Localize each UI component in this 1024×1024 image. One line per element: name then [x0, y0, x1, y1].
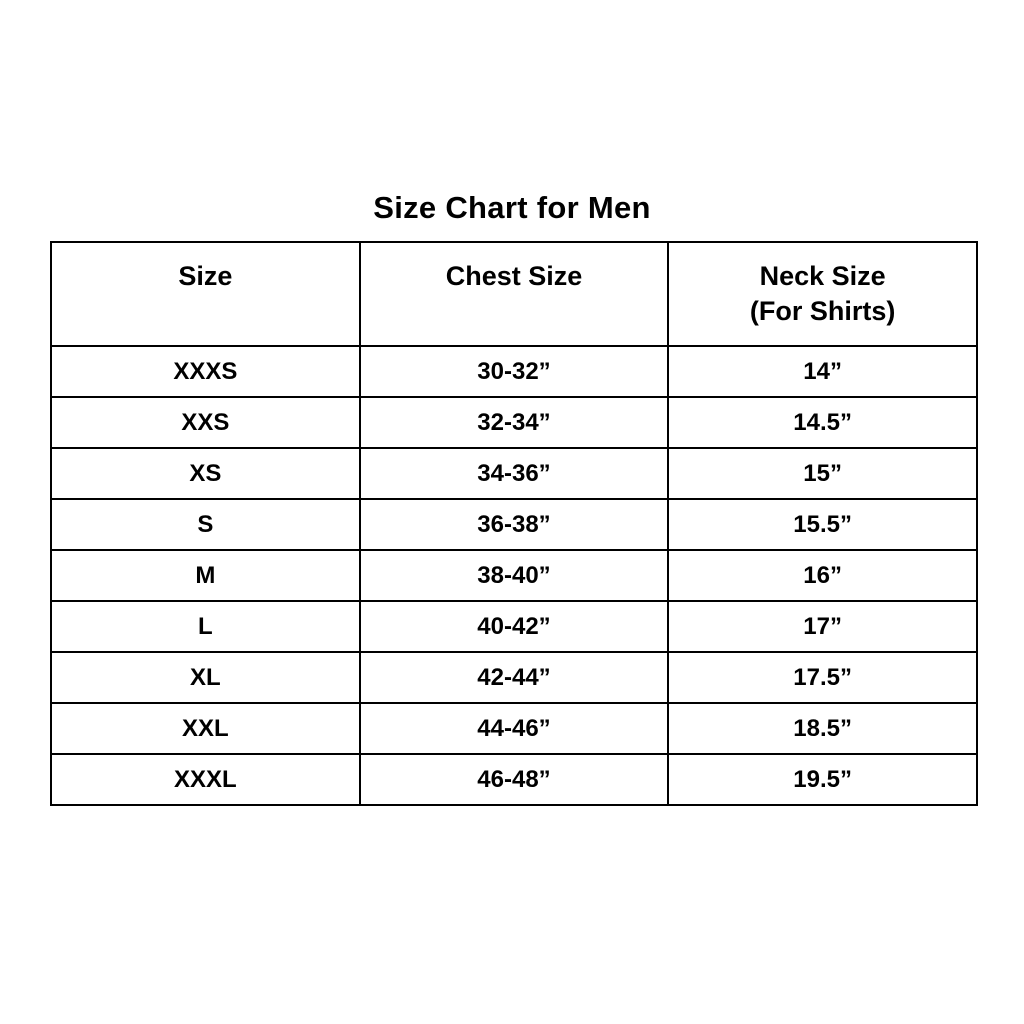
table-cell: 32-34”: [360, 397, 669, 448]
table-cell: XXXS: [51, 346, 360, 397]
table-cell: 42-44”: [360, 652, 669, 703]
table-cell: 17.5”: [668, 652, 977, 703]
table-cell: 36-38”: [360, 499, 669, 550]
column-header-label: Chest Size: [445, 261, 583, 291]
table-cell: 46-48”: [360, 754, 669, 805]
table-cell: 19.5”: [668, 754, 977, 805]
table-cell: 40-42”: [360, 601, 669, 652]
size-chart-table: [50, 241, 978, 806]
table-row: [51, 397, 977, 448]
column-header-size: [51, 242, 360, 346]
table-cell: S: [51, 499, 360, 550]
column-header-neck-size: [668, 242, 977, 346]
table-header: [51, 242, 977, 346]
table-cell: 18.5”: [668, 703, 977, 754]
table-cell: 17”: [668, 601, 977, 652]
table-row: [51, 499, 977, 550]
table-row: [51, 448, 977, 499]
table-cell: XL: [51, 652, 360, 703]
table-cell: XXS: [51, 397, 360, 448]
table-cell: 14”: [668, 346, 977, 397]
page-title: Size Chart for Men: [373, 189, 651, 225]
column-header-label: Neck Size: [759, 261, 886, 291]
size-table-body: [51, 346, 977, 805]
table-row: [51, 703, 977, 754]
table-cell: 38-40”: [360, 550, 669, 601]
table-cell: M: [51, 550, 360, 601]
table-cell: 14.5”: [668, 397, 977, 448]
table-cell: 15.5”: [668, 499, 977, 550]
column-header-chest-size: [360, 242, 669, 346]
table-row: [51, 550, 977, 601]
table-cell: 44-46”: [360, 703, 669, 754]
size-chart-table-container: [50, 241, 978, 806]
table-row: [51, 601, 977, 652]
table-row: [51, 652, 977, 703]
table-cell: 15”: [668, 448, 977, 499]
column-header-label: Size: [178, 261, 233, 291]
table-cell: XXL: [51, 703, 360, 754]
table-cell: XXXL: [51, 754, 360, 805]
table-row: [51, 754, 977, 805]
table-cell: 30-32”: [360, 346, 669, 397]
table-header-row: [51, 242, 977, 346]
table-cell: 16”: [668, 550, 977, 601]
table-cell: XS: [51, 448, 360, 499]
table-cell: 34-36”: [360, 448, 669, 499]
column-header-sublabel: (For Shirts): [749, 295, 896, 326]
table-cell: L: [51, 601, 360, 652]
table-row: [51, 346, 977, 397]
